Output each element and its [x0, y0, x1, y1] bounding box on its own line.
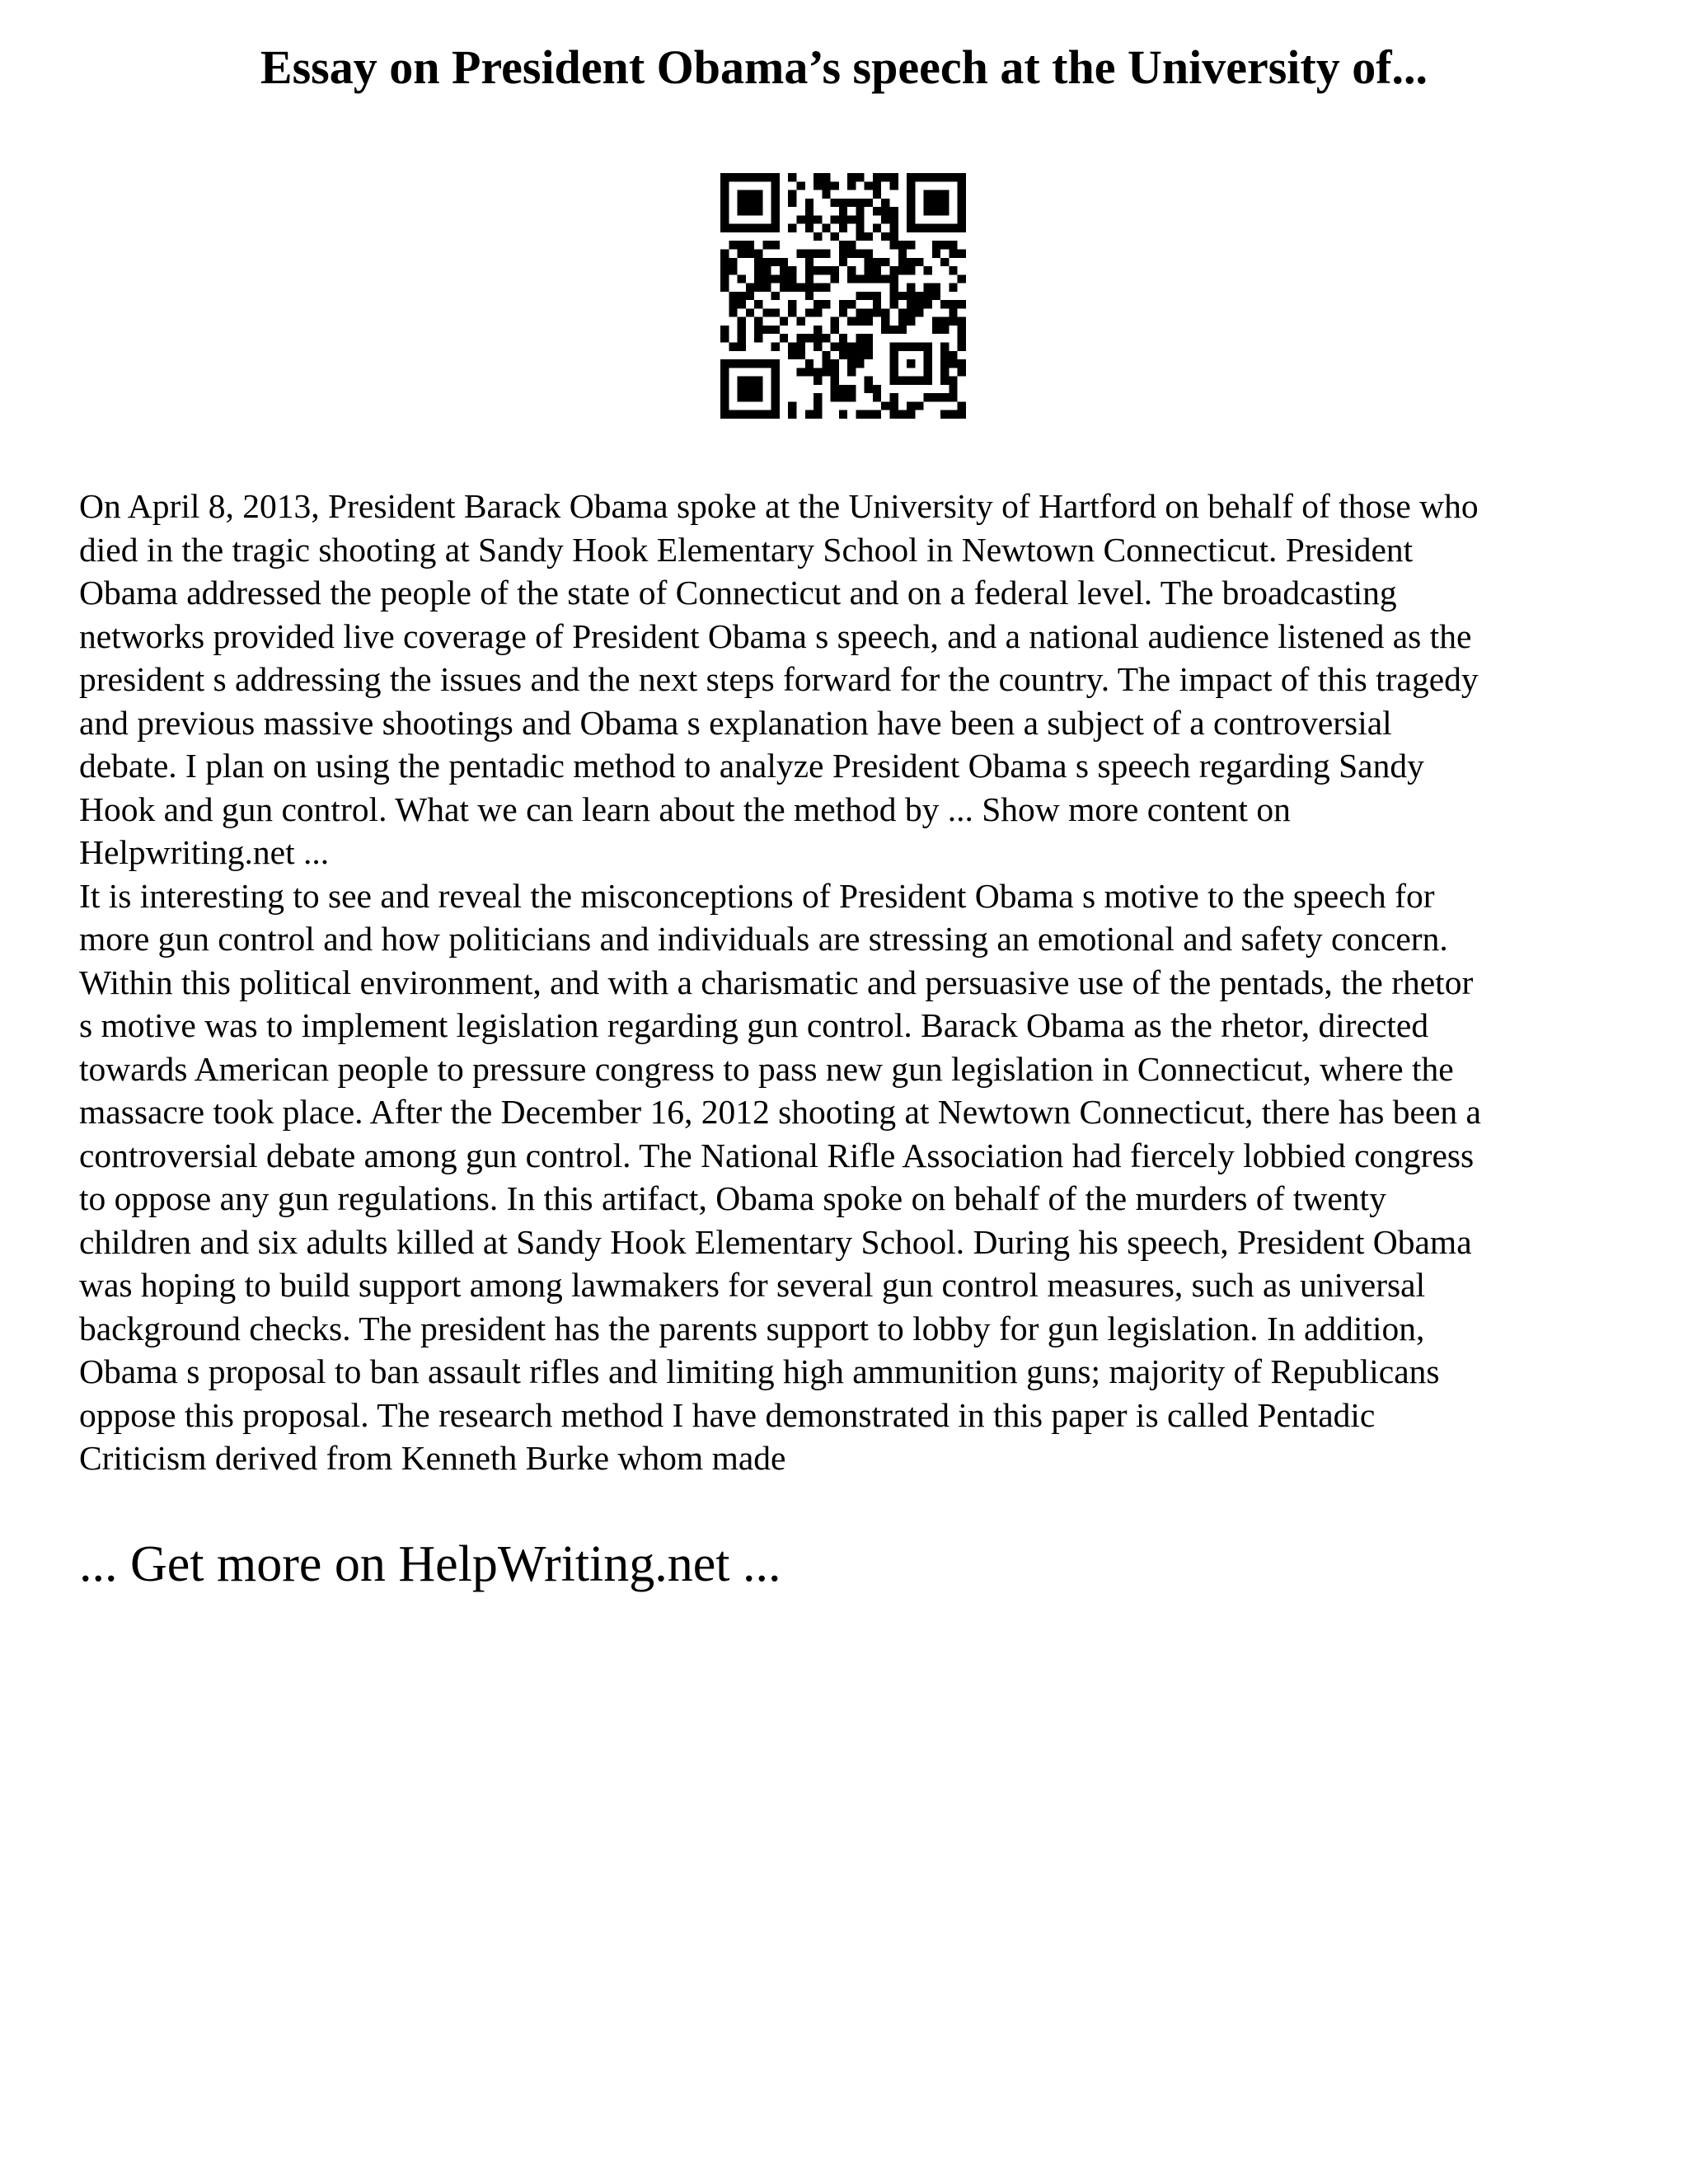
qr-code-icon	[720, 173, 966, 419]
essay-paragraph-2: It is interesting to see and reveal the misconceptions of President Obama s motive to the speech for more gun control and how politicians and individuals are stressing an emotional and safety concern. Within this political environment, and with a charismatic and persuasive use of the pentads, the rhetor s motive was to implement legislation regarding gun control. Barack Obama as the rhetor, directed towards American people to pressure congress to pass new gun legislation in Connecticut, where the massacre took place. After the December 16, 2012 shooting at Newtown Connecticut, there has been a controversial debate among gun control. The National Rifle Association had fiercely lobbied congress to oppose any gun regulations. In this artifact, Obama spoke on behalf of the murders of twenty children and six adults killed at Sandy Hook Elementary School. During his speech, President Obama was hoping to build support among lawmakers for several gun control measures, such as universal background checks. The president has the parents support to lobby for gun legislation. In addition, Obama s proposal to ban assault rifles and limiting high ammunition guns; majority of Republicans oppose this proposal. The research method I have demonstrated in this paper is called Pentadic Criticism derived from Kenneth Burke whom made	[79, 876, 1481, 1477]
get-more-link[interactable]: ... Get more on HelpWriting.net ...	[79, 1536, 781, 1592]
essay-body	[79, 485, 1629, 1480]
essay-paragraph-1: On April 8, 2013, President Barack Obama spoke at the University of Hartford on behalf of those who died in the tragic shooting at Sandy Hook Elementary School in Newtown Connecticut. President Obama addressed the people of the state of Connecticut and on a federal level. The broadcasting networks provided live coverage of President Obama s speech, and a national audience listened as the president s addressing the issues and the next steps forward for the country. The impact of this tragedy and previous massive shootings and Obama s explanation have been a subject of a controversial debate. I plan on using the pentadic method to analyze President Obama s speech regarding Sandy Hook and gun control. What we can learn about the method by ... Show more content on Helpwriting.net ...	[79, 487, 1479, 871]
document-title: Essay on President Obama’s speech at the University of...	[260, 40, 1428, 94]
